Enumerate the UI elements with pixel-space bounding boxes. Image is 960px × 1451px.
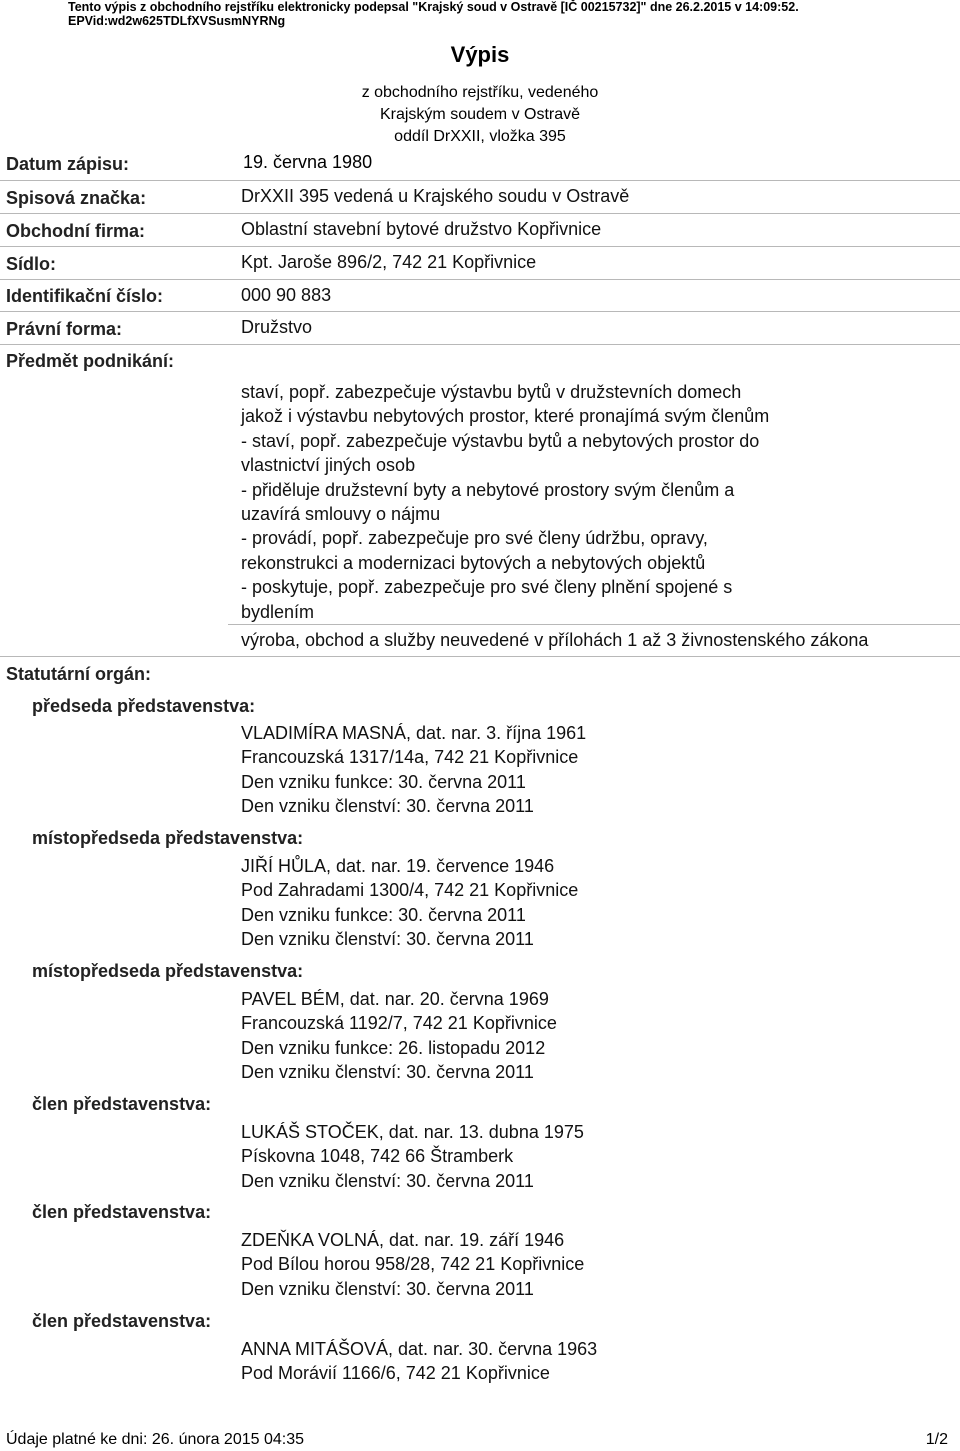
text-line: jakož i výstavbu nebytových prostor, které pronajímá svým členům <box>241 406 770 427</box>
pravni-forma-value: Družstvo <box>241 317 313 337</box>
predmet-podnikani-text <box>241 380 769 624</box>
member-details <box>241 721 586 819</box>
text-line: - poskytuje, popř. zabezpečuje pro své členy plnění spojené s <box>241 577 733 598</box>
subtitle-line: z obchodního rejstříku, vedeného <box>361 84 599 101</box>
page-title: Výpis <box>450 42 510 67</box>
signature-line: Tento výpis z obchodního rejstříku elektronicky podepsal "Krajský soud v Ostravě [IČ 00215732]" dne 26.2.2015 v 14:09:52. <box>68 0 799 14</box>
divider <box>0 344 960 345</box>
text-line: rekonstrukci a modernizaci bytových a nebytových objektů <box>241 552 706 573</box>
member-details <box>241 1228 584 1301</box>
page-number: 1/2 <box>925 1431 948 1448</box>
ico-label: Identifikační číslo: <box>6 286 164 306</box>
predmet-podnikani-label: Předmět podnikání: <box>6 351 175 371</box>
member-detail: Den vzniku členství: 30. června 2011 <box>241 1062 534 1083</box>
member-detail: Den vzniku funkce: 26. listopadu 2012 <box>241 1037 546 1058</box>
member-role: předseda představenstva: <box>32 696 256 716</box>
obchodni-firma-value: Oblastní stavební bytové družstvo Kopřivnice <box>241 219 602 239</box>
member-name: ANNA MITÁŠOVÁ, dat. nar. 30. června 1963 <box>241 1339 598 1359</box>
member-role: místopředseda představenstva: <box>32 828 304 848</box>
divider <box>228 624 960 625</box>
text-line: - provádí, popř. zabezpečuje pro své členy údržbu, opravy, <box>241 528 708 549</box>
signature-notice <box>68 0 799 28</box>
member-detail: Den vzniku členství: 30. června 2011 <box>241 1278 534 1299</box>
member-address: Pod Bílou horou 958/28, 742 21 Kopřivnice <box>241 1254 585 1275</box>
divider <box>0 213 960 214</box>
member-role: člen představenstva: <box>32 1094 212 1114</box>
divider <box>0 246 960 247</box>
text-line: - staví, popř. zabezpečuje výstavbu bytů a nebytových prostor do <box>241 430 760 451</box>
divider <box>0 180 960 181</box>
divider <box>0 656 960 657</box>
obchodni-firma-label: Obchodní firma: <box>6 221 145 241</box>
member-name: LUKÁŠ STOČEK, dat. nar. 13. dubna 1975 <box>241 1122 584 1142</box>
predmet-podnikani-text: výroba, obchod a služby neuvedené v přílohách 1 až 3 živnostenského zákona <box>241 630 869 650</box>
member-address: Pískovna 1048, 742 66 Štramberk <box>241 1146 514 1167</box>
subtitle-line: oddíl DrXXII, vložka 395 <box>394 128 566 145</box>
member-role: člen představenstva: <box>32 1311 212 1331</box>
sidlo-label: Sídlo: <box>6 254 56 274</box>
subtitle-line: Krajským soudem v Ostravě <box>379 106 581 123</box>
epvid-line: EPVid:wd2w625TDLfXVSusmNYRNg <box>68 14 286 28</box>
spisova-znacka-value: DrXXII 395 vedená u Krajského soudu v Ostravě <box>241 186 630 206</box>
member-details <box>241 1337 597 1386</box>
member-address: Francouzská 1192/7, 742 21 Kopřivnice <box>241 1013 557 1034</box>
member-address: Francouzská 1317/14a, 742 21 Kopřivnice <box>241 747 579 768</box>
member-name: ZDEŇKA VOLNÁ, dat. nar. 19. září 1946 <box>241 1230 565 1250</box>
pravni-forma-label: Právní forma: <box>6 319 123 339</box>
text-line: vlastnictví jiných osob <box>241 455 416 476</box>
member-name: VLADIMÍRA MASNÁ, dat. nar. 3. října 1961 <box>241 723 587 743</box>
member-address: Pod Morávií 1166/6, 742 21 Kopřivnice <box>241 1363 550 1384</box>
member-detail: Den vzniku členství: 30. června 2011 <box>241 1170 534 1191</box>
divider <box>0 279 960 280</box>
member-detail: Den vzniku členství: 30. června 2011 <box>241 796 534 817</box>
member-details <box>241 987 557 1085</box>
ico-value: 000 90 883 <box>241 285 332 305</box>
member-detail: Den vzniku členství: 30. června 2011 <box>241 929 534 950</box>
member-role: člen představenstva: <box>32 1202 212 1222</box>
member-name: JIŘÍ HŮLA, dat. nar. 19. července 1946 <box>241 856 555 876</box>
text-line: bydlením <box>241 601 315 622</box>
text-line: uzavírá smlouvy o nájmu <box>241 504 441 525</box>
statutarni-organ-label: Statutární orgán: <box>6 664 152 684</box>
member-name: PAVEL BÉM, dat. nar. 20. června 1969 <box>241 989 549 1009</box>
member-detail: Den vzniku funkce: 30. června 2011 <box>241 771 526 792</box>
member-address: Pod Zahradami 1300/4, 742 21 Kopřivnice <box>241 880 579 901</box>
member-detail: Den vzniku funkce: 30. června 2011 <box>241 904 526 925</box>
member-details <box>241 854 578 952</box>
member-role: místopředseda představenstva: <box>32 961 304 981</box>
text-line: - přiděluje družstevní byty a nebytové prostory svým členům a <box>241 479 735 500</box>
text-line: staví, popř. zabezpečuje výstavbu bytů v družstevních domech <box>241 382 742 402</box>
member-details <box>241 1120 584 1193</box>
sidlo-value: Kpt. Jaroše 896/2, 742 21 Kopřivnice <box>241 252 537 272</box>
divider <box>0 311 960 312</box>
spisova-znacka-label: Spisová značka: <box>6 188 147 208</box>
datum-zapisu-label: Datum zápisu: <box>6 154 130 174</box>
datum-zapisu-value: 19. června 1980 <box>243 152 373 172</box>
validity-date: Údaje platné ke dni: 26. února 2015 04:35 <box>6 1431 305 1448</box>
